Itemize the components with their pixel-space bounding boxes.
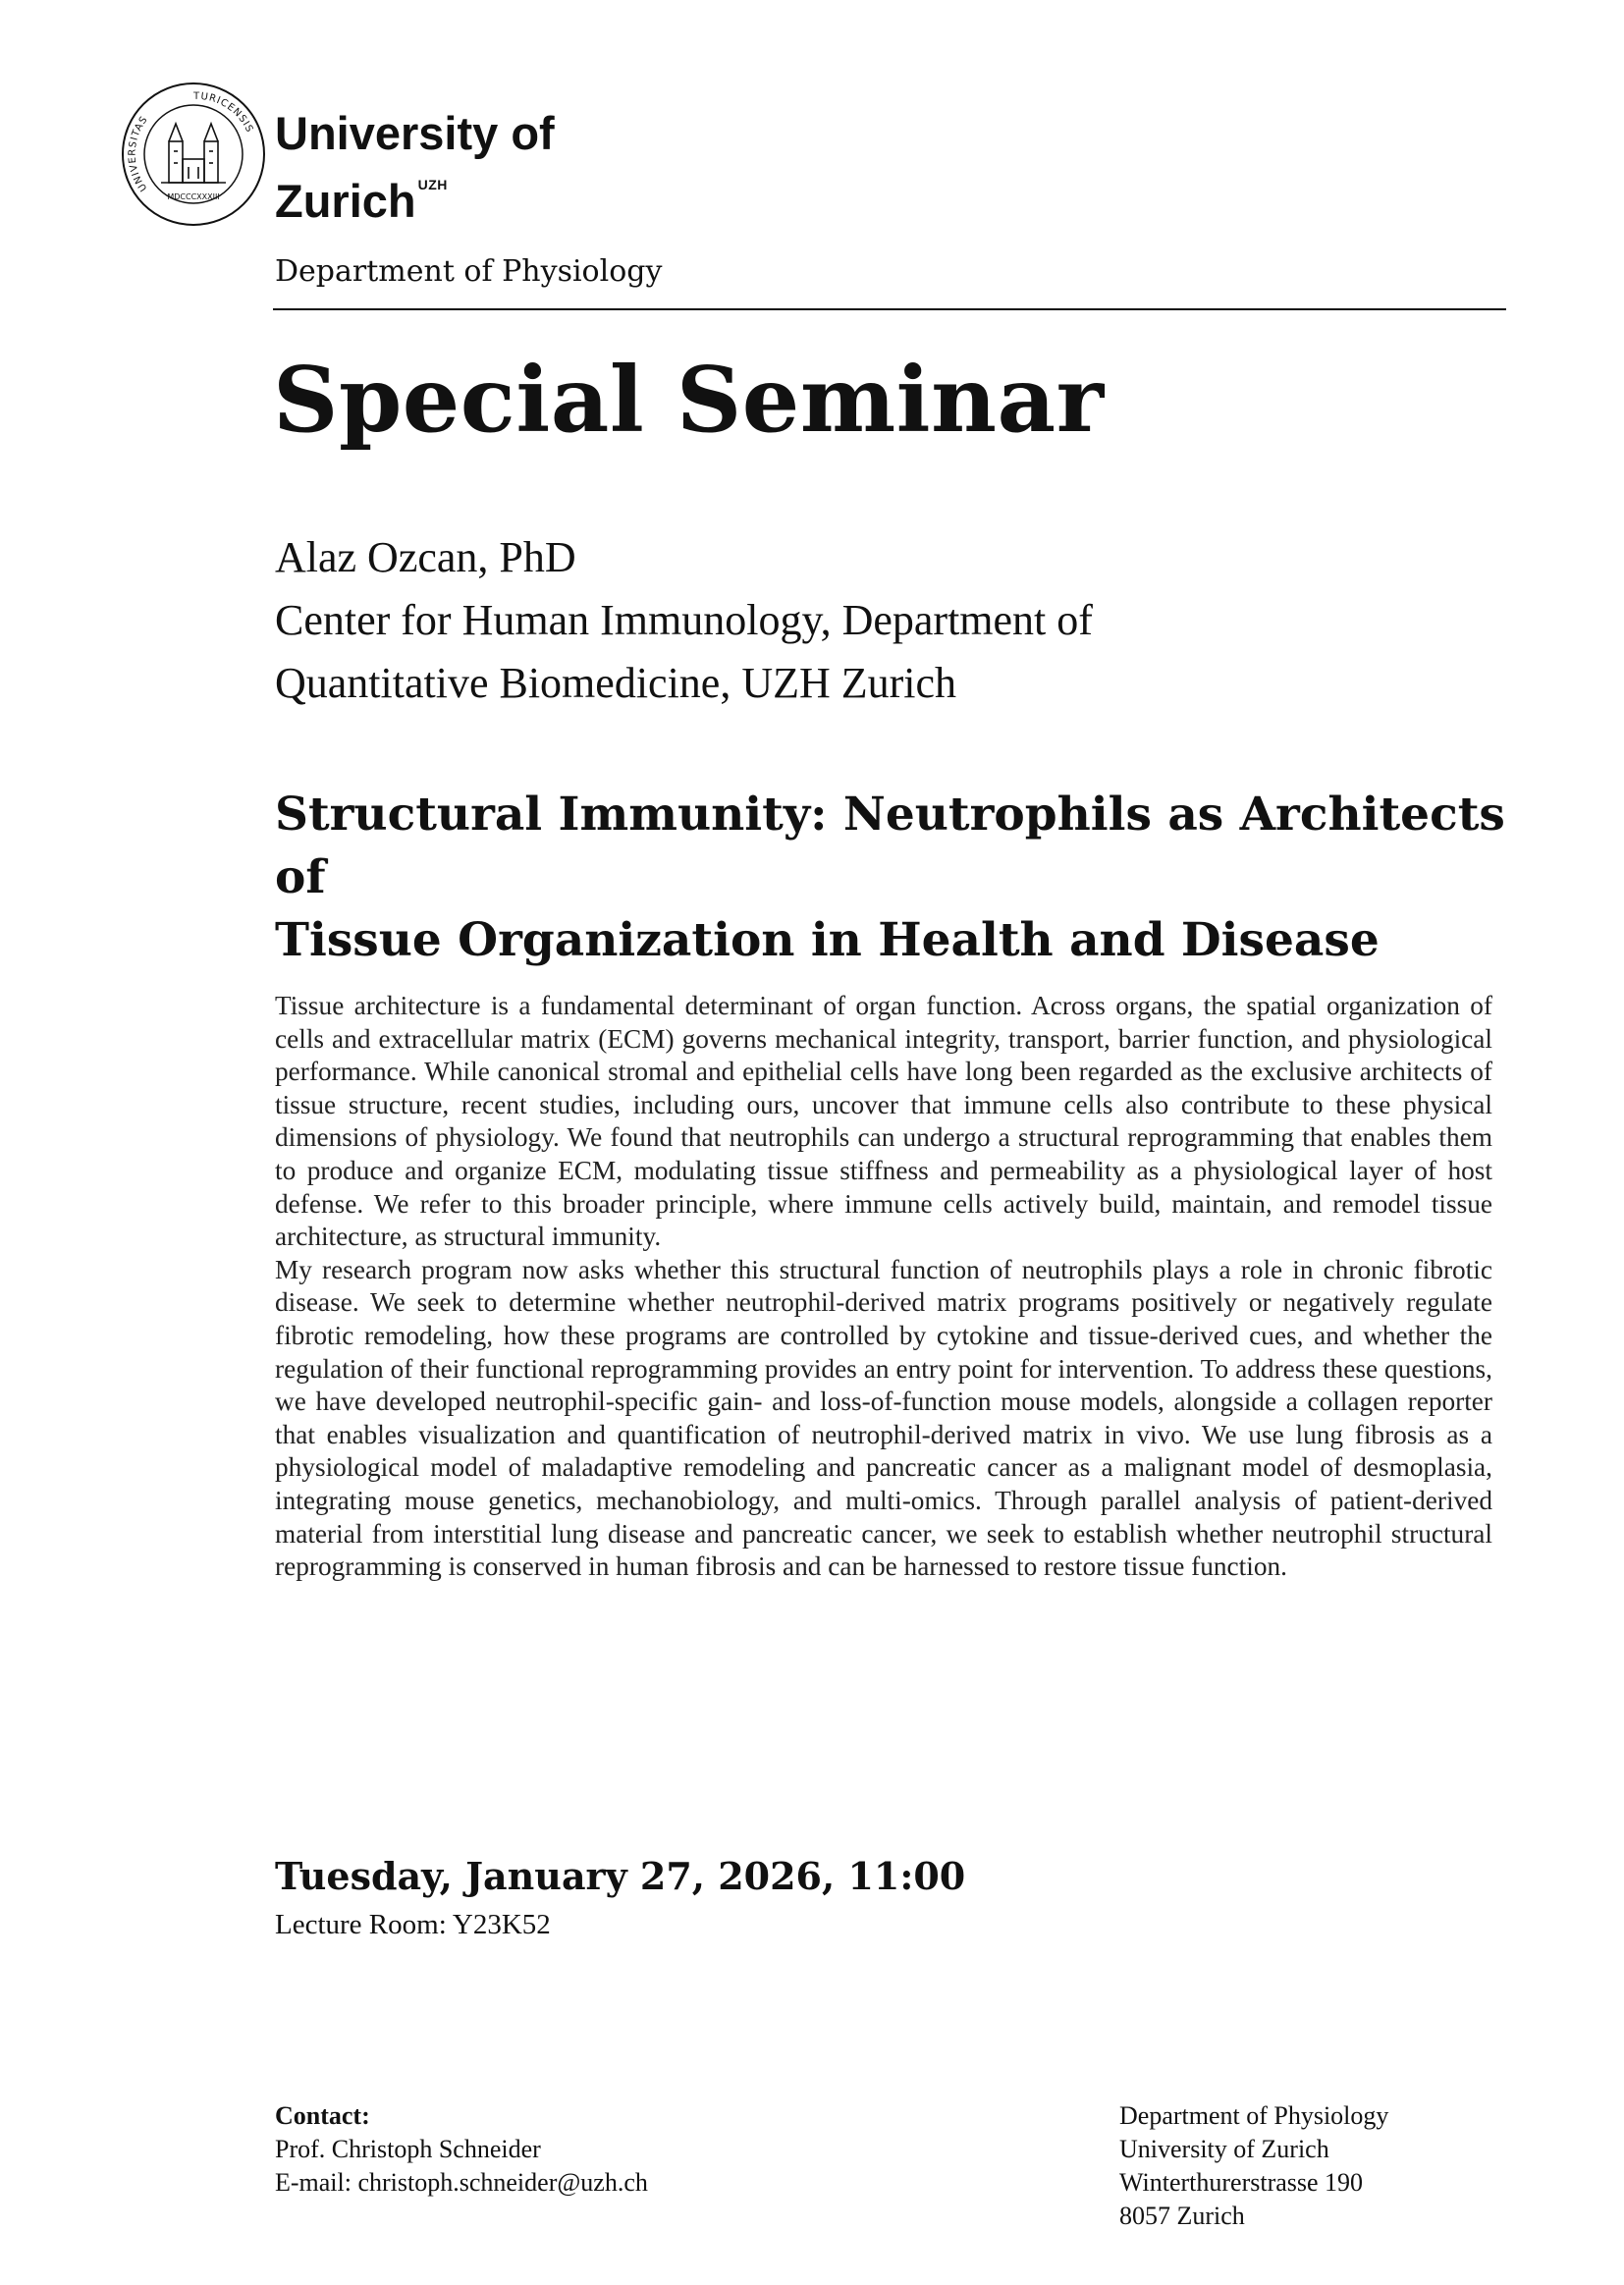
svg-text:UNIVERSITAS [128,114,150,192]
address-line4: 8057 Zurich [1119,2202,1245,2230]
university-wordmark [275,108,555,227]
talk-title [275,784,1512,972]
talk-title-line1: Structural Immunity: Neutrophils as Architects of [275,788,1505,904]
department-header: Department of Physiology [275,254,663,289]
seminar-datetime: Tuesday, January 27, 2026, 11:00 [275,1854,966,1898]
speaker-affiliation-line1: Center for Human Immunology, Department of [275,596,1093,644]
speaker-block [275,526,1093,715]
seal-year: MDCCCXXXIII [167,192,220,201]
contact-email: E-mail: christoph.schneider@uzh.ch [275,2168,648,2197]
abstract-paragraph-2: My research program now asks whether this structural function of neutrophils plays a role in chronic fibrotic disease. We seek to determine whether neutrophil-derived matrix programs positively or negatively regulate fibrotic remodeling, how these programs are controlled by cytokine and tissue-derived cues, and whether the regulation of their functional reprogramming provides an entry point for intervention. To address these questions, we have developed neutrophil-specific gain- and loss-of-function mouse models, alongside a collagen reporter that enables visualization and quantification of neutrophil-derived matrix in vivo. We use lung fibrosis as a physiological model of maladaptive remodeling and pancreatic cancer as a malignant model of desmoplasia, integrating mouse genetics, mechanobiology, and multi-omics. Through parallel analysis of patient-derived material from interstitial lung disease and pancreatic cancer, we seek to establish whether neutrophil structural reprogramming is conserved in human fibrosis and can be harnessed to restore tissue function. [275,1254,1492,1582]
seminar-room: Lecture Room: Y23K52 [275,1909,551,1940]
seal-text-right: TURICENSIS [192,90,255,136]
svg-text:TURICENSIS [192,91,255,135]
header-divider [273,308,1506,310]
speaker-affiliation-line2: Quantitative Biomedicine, UZH Zurich [275,659,957,707]
seal-building-icon [161,124,226,183]
address-block [1119,2099,1388,2233]
wordmark-suffix: UZH [417,177,448,192]
wordmark-line2: Zurich [275,175,416,227]
contact-label: Contact: [275,2101,370,2130]
address-line3: Winterthurerstrasse 190 [1119,2168,1364,2197]
address-line2: University of Zurich [1119,2135,1329,2163]
speaker-name: Alaz Ozcan, PhD [275,533,576,581]
contact-block [275,2099,648,2200]
talk-title-line2: Tissue Organization in Health and Disease [275,913,1380,967]
university-seal-logo [120,81,267,228]
seal-text-left: UNIVERSITAS [127,114,150,193]
address-line1: Department of Physiology [1119,2101,1389,2130]
contact-name: Prof. Christoph Schneider [275,2135,541,2163]
abstract-paragraph-1: Tissue architecture is a fundamental determinant of organ function. Across organs, the spatial organization of cells and extracellular matrix (ECM) governs mechanical integrity, transport, barrier function, and physiological performance. While canonical stromal and epithelial cells have long been regarded as the exclusive architects of tissue structure, recent studies, including ours, uncover that immune cells also contribute to these physical dimensions of physiology. We found that neutrophils can undergo a structural reprogramming that enables them to produce and organize ECM, modulating tissue stiffness and permeability as a physiological layer of host defense. We refer to this broader principle, where immune cells actively build, maintain, and remodel tissue architecture, as structural immunity. [275,991,1492,1252]
wordmark-line1: University of [275,107,555,159]
abstract [275,990,1492,1584]
page-title: Special Seminar [273,347,1105,453]
